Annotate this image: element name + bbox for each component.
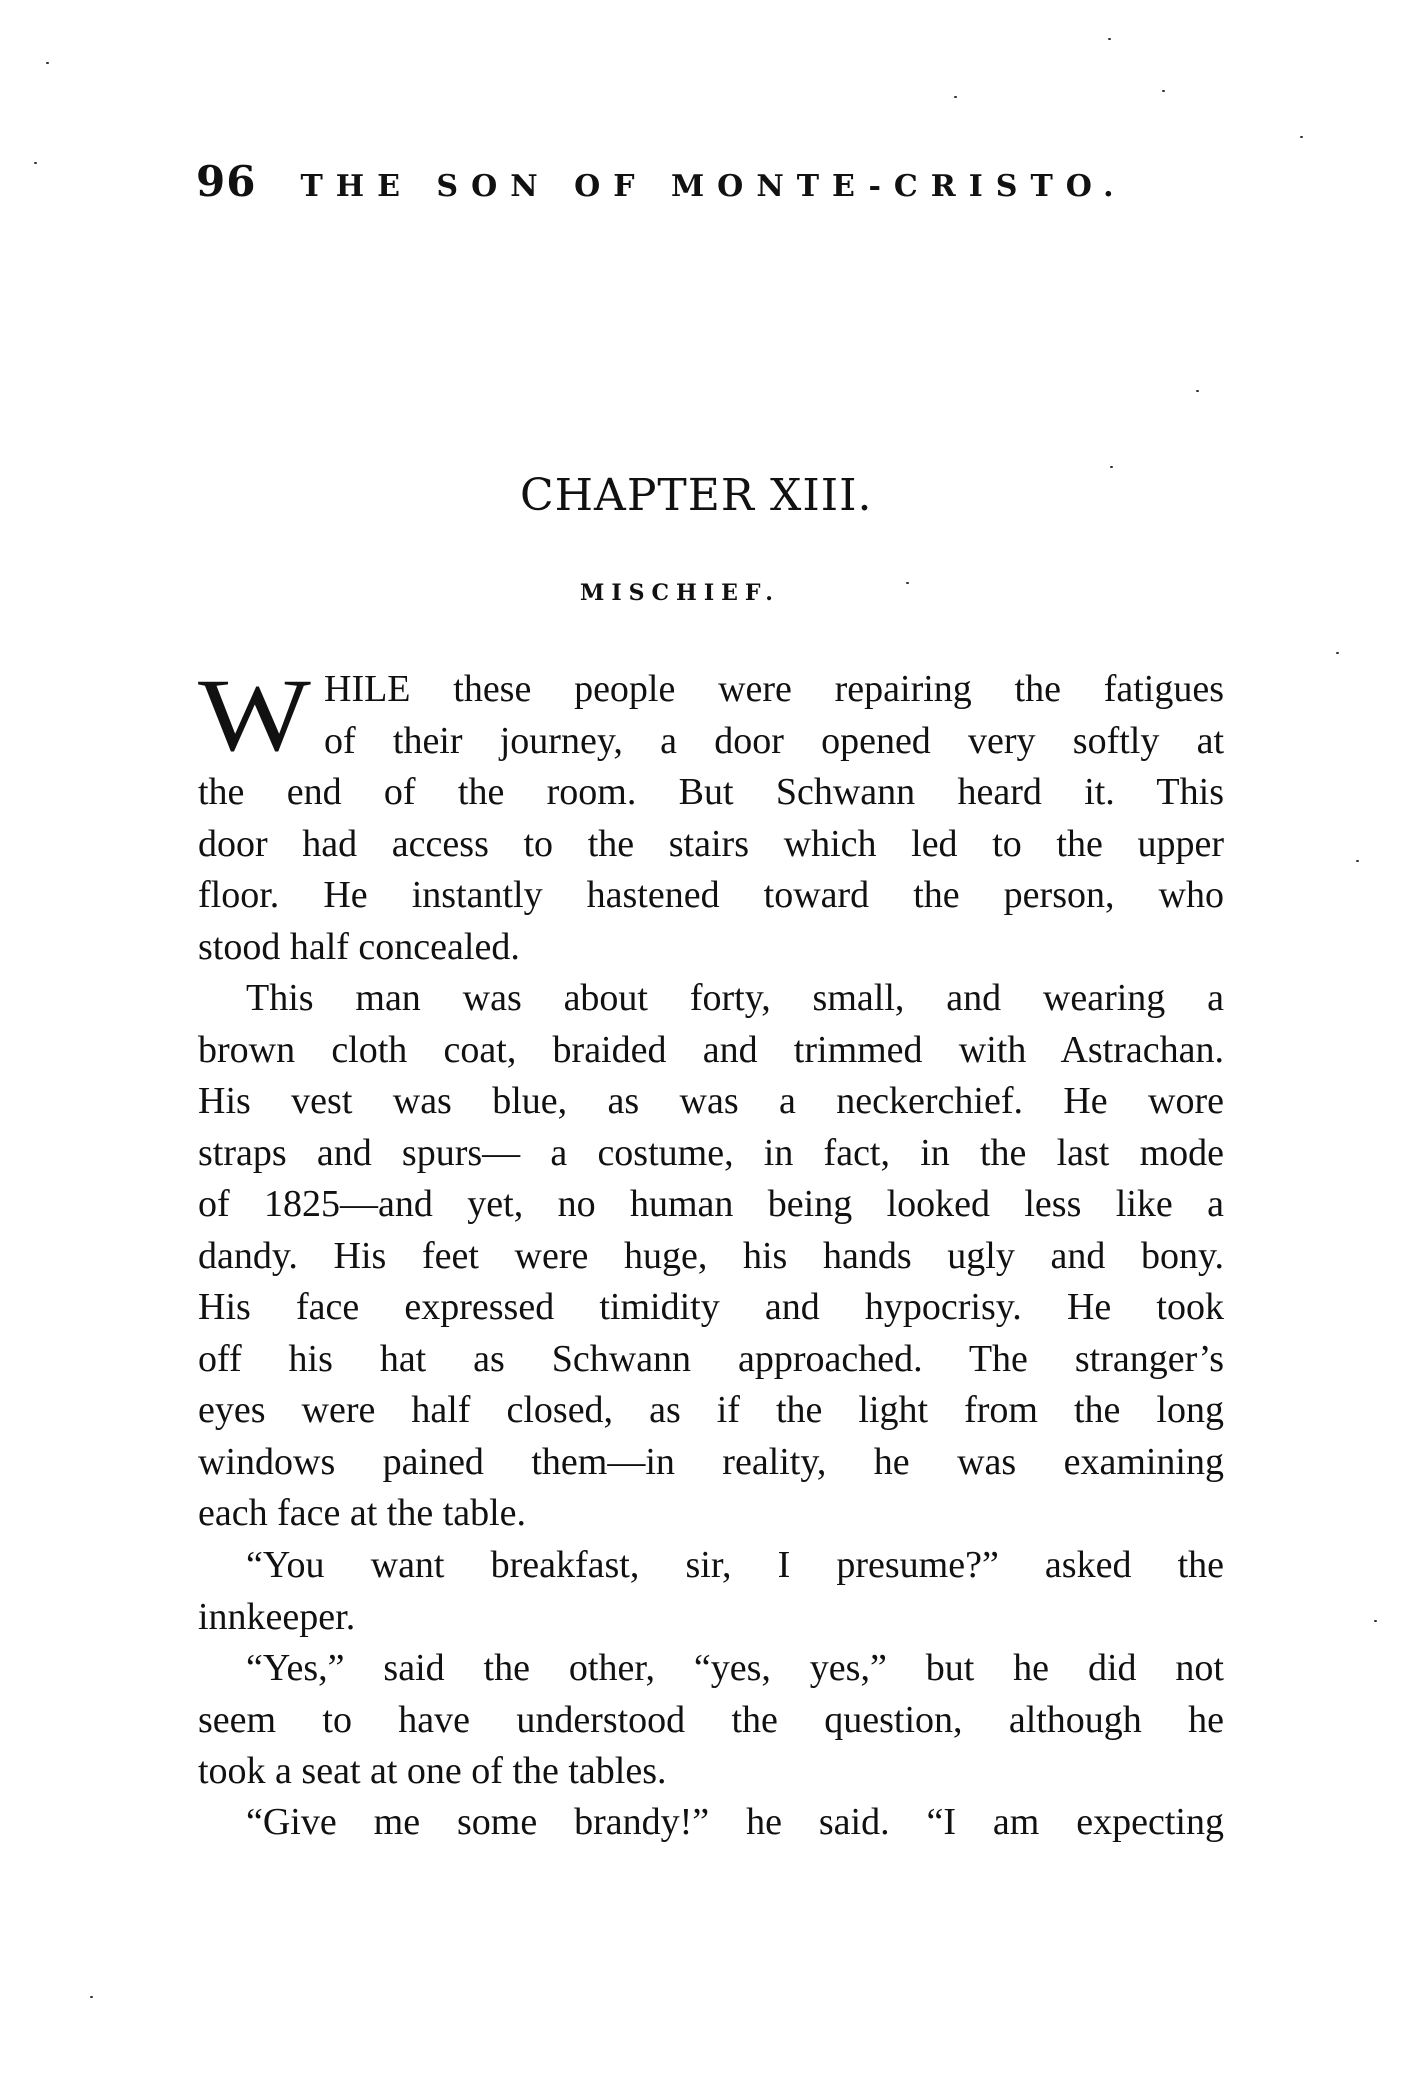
paragraph-5 [198,1797,1224,1849]
scan-speck [1110,466,1113,468]
text-line: seem to have understood the question, although he [198,1698,1224,1741]
book-title: THE SON OF MONTE-CRISTO. [300,169,1127,204]
scan-speck [1196,390,1199,392]
scan-speck [46,62,49,64]
text-line: straps and spurs— a costume, in fact, in the last mode [198,1131,1224,1174]
scan-speck [1300,136,1303,138]
scan-speck [34,162,37,164]
paragraph-4 [198,1643,1224,1798]
text-line: each face at the table. [198,1492,527,1534]
text-line: dandy. His feet were huge, his hands ugly and bony. [198,1234,1224,1277]
paragraph-2 [198,973,1224,1540]
text-line: This man was about forty, small, and wearing a [246,977,1224,1019]
scan-speck [954,96,957,98]
text-line: windows pained them—in reality, he was examining [198,1440,1224,1483]
text-line: “Give me some brandy!” he said. “I am expecting [246,1801,1224,1843]
text-line: “You want breakfast, sir, I presume?” asked the [246,1544,1224,1586]
text-line: of their journey, a door opened very softly at [324,719,1224,762]
text-line: brown cloth coat, braided and trimmed with Astrachan. [198,1028,1224,1071]
scan-speck [1336,652,1339,654]
text-line: of 1825—and yet, no human being looked less like a [198,1183,1224,1225]
chapter-subtitle: MISCHIEF. [580,580,780,606]
text-line: His vest was blue, as was a neckerchief. He wore [198,1080,1224,1122]
text-line: innkeeper. [198,1595,356,1638]
paragraph-1 [198,658,1224,973]
text-line: stood half concealed. [198,925,520,968]
text-line: took a seat at one of the tables. [198,1750,667,1792]
text-line: HILE these people were repairing the fatigues [324,668,1224,710]
text-line: eyes were half closed, as if the light from the long [198,1389,1224,1431]
text-line: the end of the room. But Schwann heard it. This [198,771,1224,813]
text-line: His face expressed timidity and hypocrisy. He took [198,1286,1224,1328]
scan-speck [906,582,909,584]
scan-speck [1108,38,1111,40]
scan-speck [1374,1620,1377,1622]
paragraph-3 [198,1540,1224,1643]
scan-speck [1162,90,1165,92]
text-line: off his hat as Schwann approached. The stranger’s [198,1337,1224,1380]
drop-cap: W [198,658,311,773]
page-number: 96 [196,157,257,206]
scan-speck [90,1996,93,1998]
chapter-heading: CHAPTER XIII. [520,470,873,521]
scan-speck [1356,860,1359,862]
text-line: “Yes,” said the other, “yes, yes,” but he did not [246,1647,1224,1689]
text-line: door had access to the stairs which led to the upper [198,822,1224,865]
running-head [196,152,1156,212]
text-line: floor. He instantly hastened toward the person, who [198,874,1224,916]
